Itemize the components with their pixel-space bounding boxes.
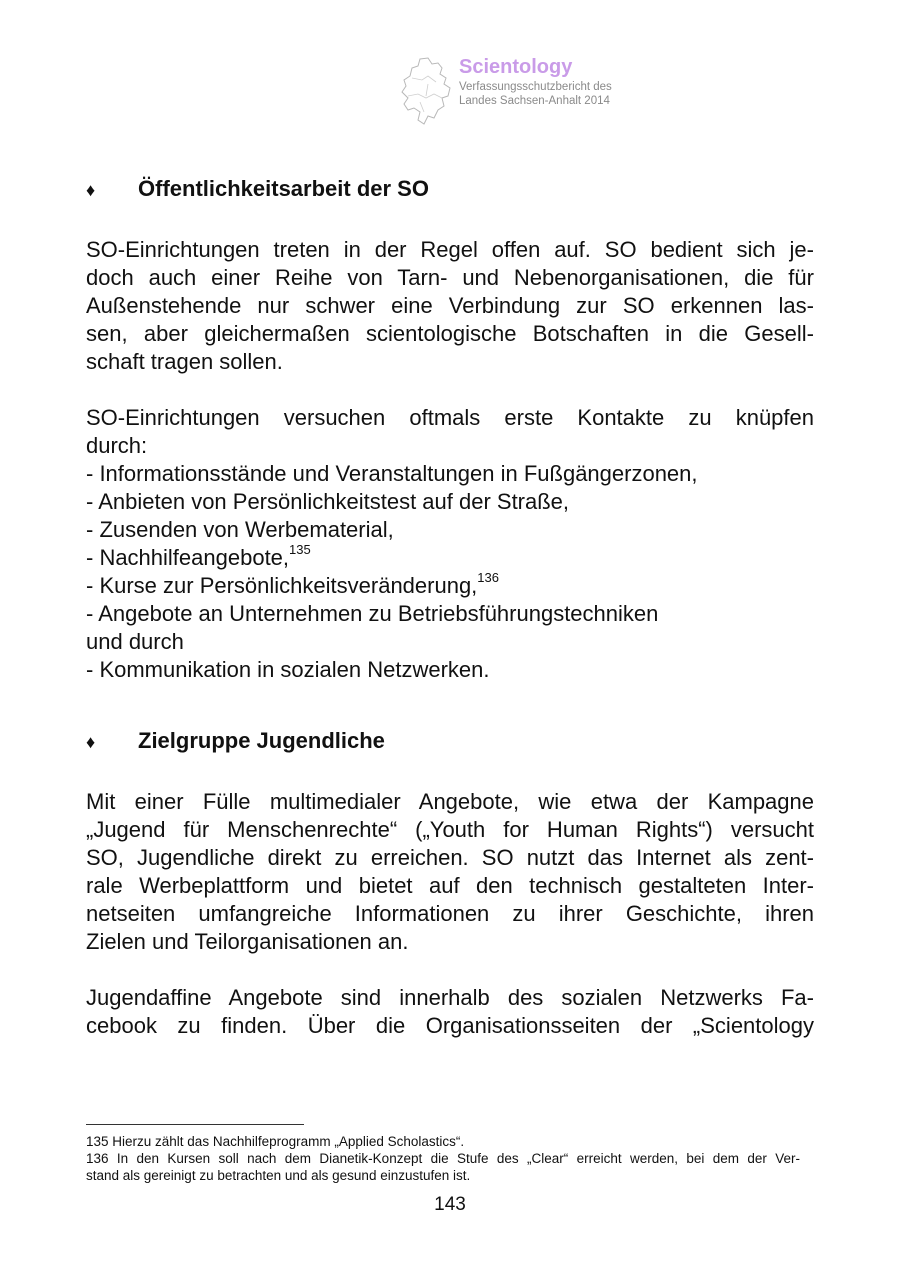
paragraph-line: Zielen und Teilorganisationen an. <box>86 929 409 954</box>
paragraph-line: Mit einer Fülle multimedialer Angebote, wie etwa der Kampagne <box>86 789 814 814</box>
paragraph-line: netseiten umfangreiche Informationen zu ihrer Geschichte, ihren <box>86 901 814 926</box>
section-heading-oeffentlichkeitsarbeit <box>86 176 429 203</box>
header-title: Scientology <box>459 56 573 78</box>
paragraph-line: doch auch einer Reihe von Tarn- und Nebenorganisationen, die für <box>86 265 814 290</box>
paragraph-line: und durch <box>86 629 184 654</box>
list-item: - Zusenden von Werbematerial, <box>86 517 394 542</box>
footnote-136: 136 In den Kursen soll nach dem Dianetik-Konzept die Stufe des „Clear“ erreicht werden, bei dem der Ver- <box>86 1151 800 1166</box>
list-item <box>86 569 814 600</box>
section-heading-text: Zielgruppe Jugendliche <box>138 728 385 753</box>
section-heading-zielgruppe <box>86 728 385 755</box>
header-subtitle-line1: Verfassungsschutzbericht des <box>459 81 612 93</box>
page-header <box>398 54 658 128</box>
footnote-divider <box>86 1124 304 1125</box>
list-item-text: - Kurse zur Persönlichkeitsveränderung, <box>86 573 478 598</box>
footnote-ref-135: 135 <box>289 541 311 557</box>
list-item <box>86 541 814 572</box>
paragraph-line: Jugendaffine Angebote sind innerhalb des sozialen Netzwerks Fa- <box>86 985 814 1010</box>
paragraph-line: durch: <box>86 433 148 458</box>
section-heading-text: Öffentlichkeitsarbeit der SO <box>138 176 429 201</box>
paragraph-line: SO, Jugendliche direkt zu erreichen. SO nutzt das Internet als zent- <box>86 845 814 870</box>
footnote-ref-136: 136 <box>477 569 499 585</box>
paragraph-line: Außenstehende nur schwer eine Verbindung zur SO erkennen las- <box>86 293 814 318</box>
footnote-136-continued: stand als gereinigt zu betrachten und als gesund einzustufen ist. <box>86 1168 471 1183</box>
footnote-135: 135 Hierzu zählt das Nachhilfeprogramm „Applied Scholastics“. <box>86 1134 465 1149</box>
paragraph-line: „Jugend für Menschenrechte“ („Youth for Human Rights“) versucht <box>86 817 814 842</box>
list-item: - Informationsstände und Veranstaltungen in Fußgängerzonen, <box>86 461 698 486</box>
diamond-bullet-icon: ♦ <box>86 732 96 752</box>
diamond-bullet-icon: ♦ <box>86 180 96 200</box>
list-item: - Kommunikation in sozialen Netzwerken. <box>86 657 490 682</box>
paragraph-line: SO-Einrichtungen versuchen oftmals erste Kontakte zu knüpfen <box>86 405 814 430</box>
list-item: - Angebote an Unternehmen zu Betriebsführungstechniken <box>86 601 659 626</box>
page-number: 143 <box>434 1194 466 1215</box>
list-item-text: - Nachhilfeangebote, <box>86 545 290 570</box>
list-item: - Anbieten von Persönlichkeitstest auf der Straße, <box>86 489 570 514</box>
paragraph-line: sen, aber gleichermaßen scientologische Botschaften in die Gesell- <box>86 321 814 346</box>
sachsen-anhalt-map-icon <box>398 56 454 126</box>
paragraph-line: schaft tragen sollen. <box>86 349 283 374</box>
paragraph-line: SO-Einrichtungen treten in der Regel offen auf. SO bedient sich je- <box>86 237 814 262</box>
header-subtitle-line2: Landes Sachsen-Anhalt 2014 <box>459 95 610 107</box>
paragraph-line: rale Werbeplattform und bietet auf den technisch gestalteten Inter- <box>86 873 814 898</box>
paragraph-line: cebook zu finden. Über die Organisationsseiten der „Scientology <box>86 1013 814 1038</box>
